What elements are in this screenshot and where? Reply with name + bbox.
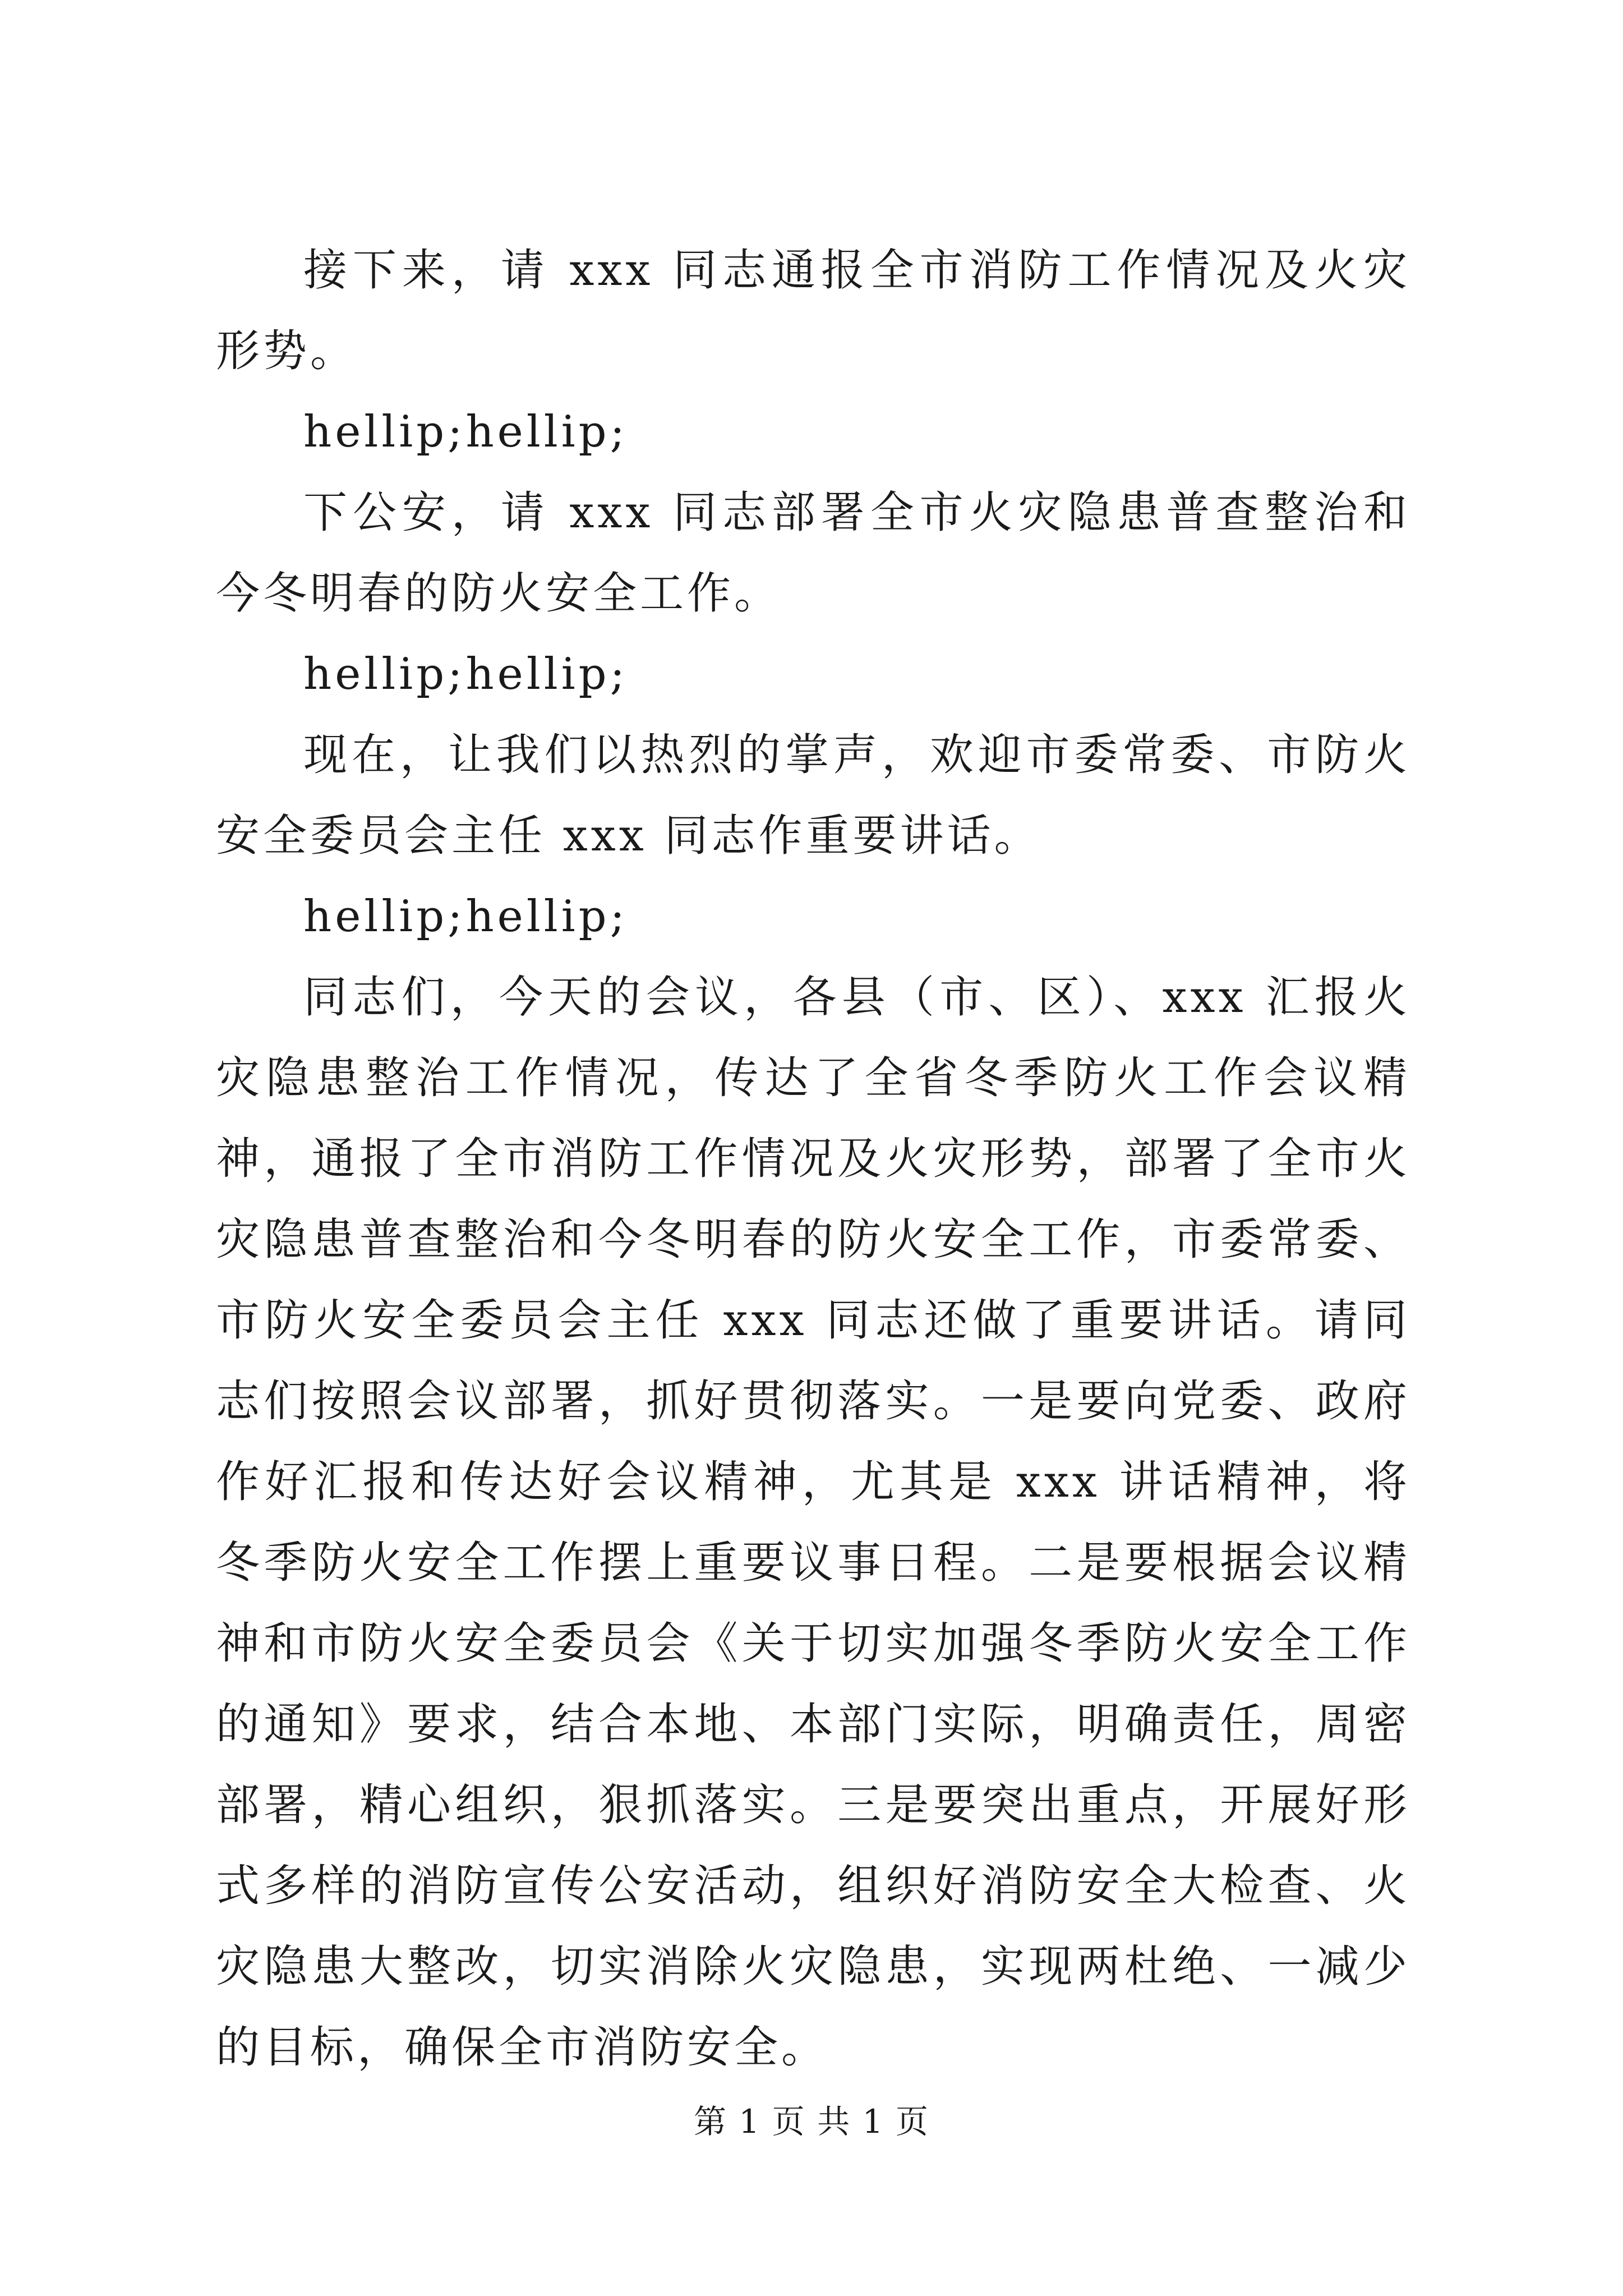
paragraph: hellip;hellip; [303, 891, 628, 942]
paragraph: 下公安，请 xxx 同志部署全市火灾隐患普查整治和今冬明春的防火安全工作。 [216, 487, 1410, 619]
paragraph: hellip;hellip; [303, 649, 628, 700]
paragraph: hellip;hellip; [303, 407, 628, 457]
page-footer: 第 1 页 共 1 页 [694, 2102, 929, 2141]
paragraph: 同志们，今天的会议，各县（市、区）、xxx 汇报火灾隐患整治工作情况，传达了全省冬季防火工作会议精神，通报了全市消防工作情况及火灾形势，部署了全市火灾隐患普查整治和今冬明春的防火安全工作，市委常委、市防火安全委员会主任 xxx 同志还做了重要讲话。请同志们按照会议部署，抓好贯彻落实。一是要向党委、政府作好汇报和传达好会议精神，尤其是 xxx 讲话精神，将冬季防火安全工作摆上重要议事日程。二是要根据会议精神和市防火安全委员会《关于切实加强冬季防火安全工作的通知》要求，结合本地、本部门实际，明确责任，周密部署，精心组织，狠抓落实。三是要突出重点，开展好形式多样的消防宣传公安活动，组织好消防安全大检查、火灾隐患大整改，切实消除火灾隐患，实现两杜绝、一减少的目标，确保全市消防安全。 [216, 972, 1410, 2073]
paragraph: 现在，让我们以热烈的掌声，欢迎市委常委、市防火安全委员会主任 xxx 同志作重要讲话。 [216, 730, 1410, 861]
paragraph: 接下来，请 xxx 同志通报全市消防工作情况及火灾形势。 [216, 245, 1410, 376]
document-body [216, 230, 1410, 2088]
